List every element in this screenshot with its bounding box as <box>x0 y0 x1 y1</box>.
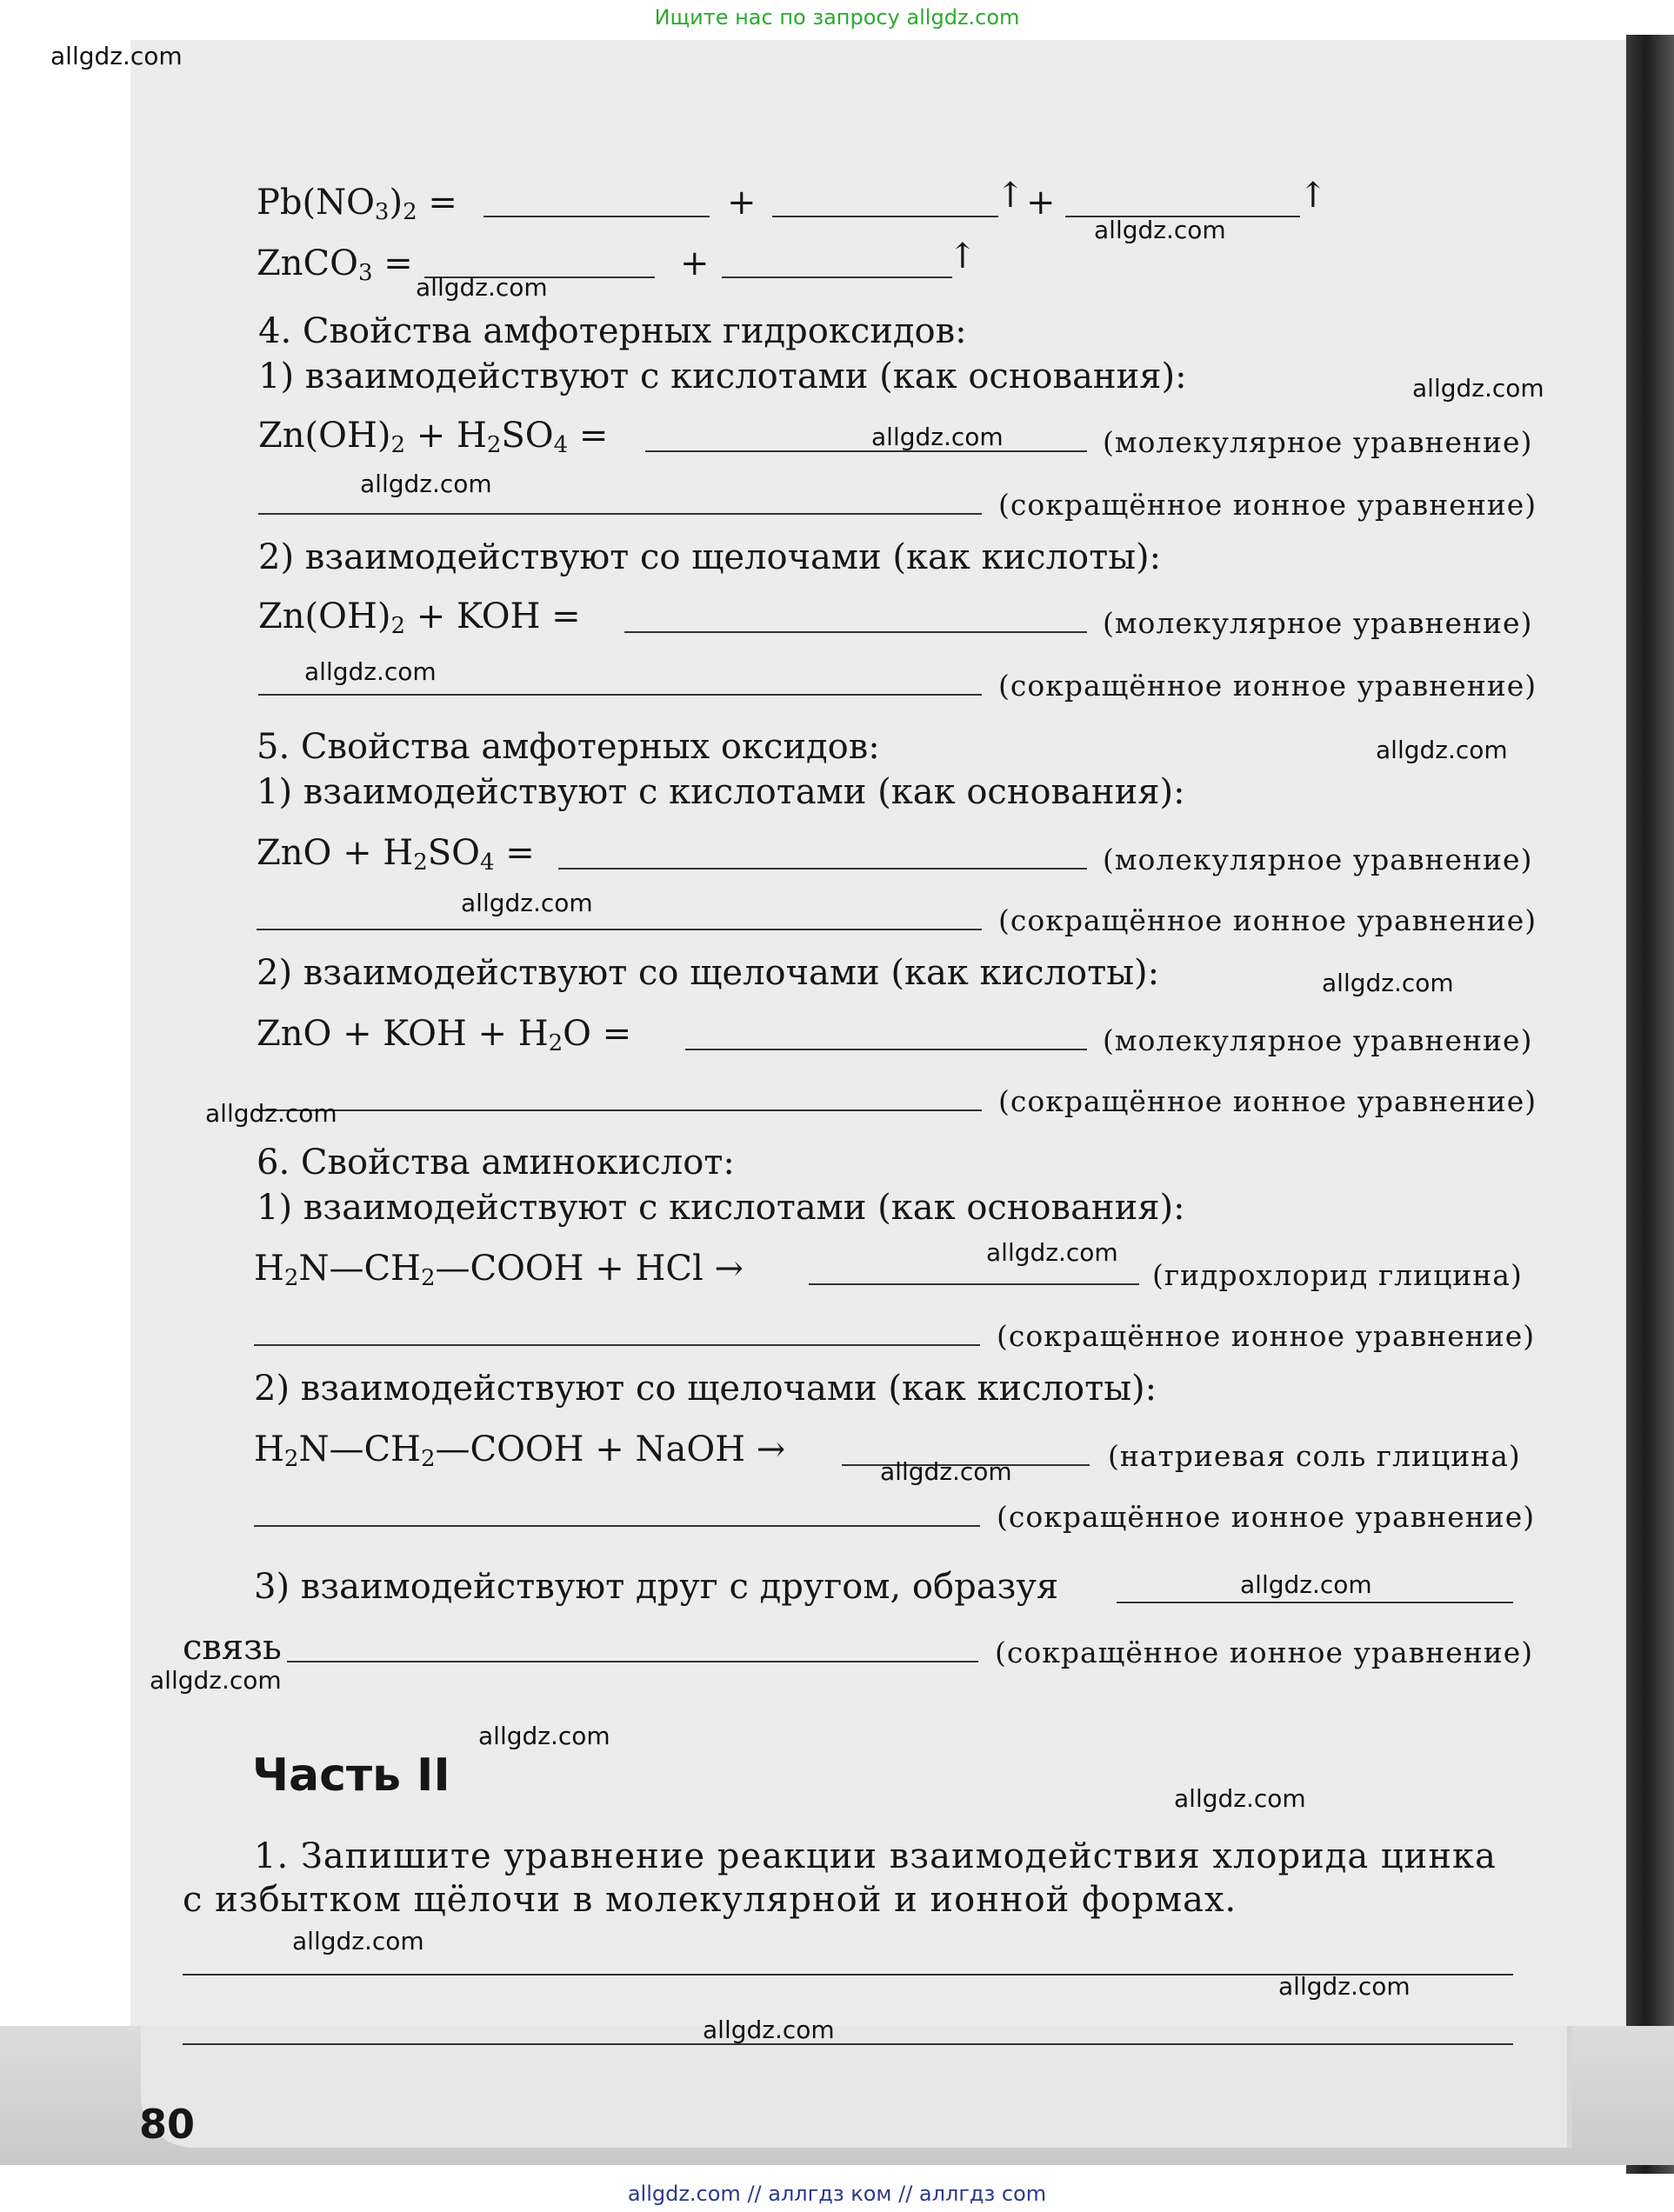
watermark: allgdz.com <box>416 273 548 302</box>
answer-blank[interactable] <box>257 1109 982 1111</box>
page-number: 80 <box>139 2101 196 2148</box>
sec5-point2: 2) взаимодействуют со щелочами (как кислоты): <box>257 953 1160 993</box>
answer-blank[interactable] <box>558 868 1087 869</box>
answer-blank[interactable] <box>1117 1602 1513 1603</box>
plus-sign: + <box>1026 183 1056 223</box>
answer-blank[interactable] <box>484 216 710 217</box>
sec4-point2-equation: $Zn(OH)_2$ + KOH = <box>258 596 581 639</box>
watermark: allgdz.com <box>360 470 492 498</box>
gas-arrow: ↑ <box>1298 176 1328 216</box>
watermark: allgdz.com <box>205 1099 337 1128</box>
sec5-point1: 1) взаимодействуют с кислотами (как основания): <box>257 772 1185 812</box>
note-glycine-hcl: (гидрохлорид глицина) <box>1152 1258 1523 1292</box>
section-5-title: 5. Свойства амфотерных оксидов: <box>257 727 880 767</box>
bottom-banner[interactable]: allgdz.com // аллгдз ком // аллгдз com <box>0 2176 1674 2211</box>
note-ionic: (сокращённое ионное уравнение) <box>998 669 1537 703</box>
equation-pbno3: $Pb(NO_3)_2$ = <box>257 183 457 225</box>
answer-blank[interactable] <box>809 1283 1139 1285</box>
note-ionic: (сокращённое ионное уравнение) <box>998 1084 1537 1118</box>
watermark: allgdz.com <box>1278 1972 1411 2001</box>
sec4-point1-equation: $Zn(OH)_2 + H_2SO_4$ = <box>258 416 609 458</box>
watermark: allgdz.com <box>150 1666 282 1695</box>
answer-blank[interactable] <box>287 1661 978 1662</box>
section-6-title: 6. Свойства аминокислот: <box>257 1143 735 1183</box>
answer-blank[interactable] <box>645 450 1087 452</box>
plus-sign: + <box>680 243 710 283</box>
watermark: allgdz.com <box>986 1238 1118 1267</box>
note-ionic: (сокращённое ионное уравнение) <box>998 488 1537 522</box>
watermark: allgdz.com <box>871 423 1004 451</box>
top-banner[interactable]: Ищите нас по запросу allgdz.com <box>654 5 1020 30</box>
note-ionic: (сокращённое ионное уравнение) <box>995 1636 1534 1669</box>
answer-blank[interactable] <box>183 2043 1513 2045</box>
part-2-heading: Часть II <box>252 1749 450 1802</box>
watermark: allgdz.com <box>292 1927 424 1955</box>
note-ionic: (сокращённое ионное уравнение) <box>997 1319 1536 1353</box>
part-2-task-line2: с избытком щёлочи в молекулярной и ионной формах. <box>183 1880 1237 1920</box>
note-molecular: (молекулярное уравнение) <box>1103 425 1533 459</box>
note-ionic: (сокращённое ионное уравнение) <box>997 1500 1536 1534</box>
plus-sign: + <box>727 183 757 223</box>
equation-znco3: ZnCO$_3$ = <box>257 243 413 286</box>
section-4-title: 4. Свойства амфотерных гидроксидов: <box>258 311 967 351</box>
watermark: allgdz.com <box>1322 969 1454 997</box>
note-molecular: (молекулярное уравнение) <box>1103 1023 1533 1057</box>
sec4-point2: 2) взаимодействуют со щелочами (как кислоты): <box>258 537 1162 577</box>
watermark: allgdz.com <box>1412 374 1544 403</box>
part-2-task-line1: 1. Запишите уравнение реакции взаимодействия хлорида цинка <box>254 1836 1497 1876</box>
answer-blank[interactable] <box>257 929 982 930</box>
note-glycine-na: (натриевая соль глицина) <box>1108 1439 1521 1473</box>
watermark: allgdz.com <box>880 1457 1012 1486</box>
sec6-point3: 3) взаимодействуют друг с другом, образуя <box>254 1567 1059 1607</box>
sec6-point1: 1) взаимодействуют с кислотами (как основания): <box>257 1188 1185 1228</box>
gas-arrow: ↑ <box>996 176 1025 216</box>
watermark: allgdz.com <box>478 1722 610 1750</box>
sec6-point3-word: связь <box>183 1628 282 1668</box>
book-spine <box>1626 35 1674 2174</box>
note-molecular: (молекулярное уравнение) <box>1103 606 1533 640</box>
watermark: allgdz.com <box>1174 1784 1306 1813</box>
answer-blank[interactable] <box>772 216 998 217</box>
answer-blank[interactable] <box>254 1344 980 1346</box>
answer-blank[interactable] <box>258 694 982 696</box>
answer-blank[interactable] <box>624 631 1087 633</box>
answer-blank[interactable] <box>258 513 982 515</box>
sec6-point2-equation: $H_2N—CH_2—COOH$ + NaOH → <box>254 1429 786 1472</box>
sec4-point1: 1) взаимодействуют с кислотами (как основания): <box>258 356 1187 396</box>
watermark: allgdz.com <box>304 657 437 686</box>
watermark: allgdz.com <box>50 42 183 70</box>
answer-blank[interactable] <box>254 1525 980 1527</box>
watermark: allgdz.com <box>1094 216 1226 244</box>
answer-blank[interactable] <box>722 276 952 278</box>
note-ionic: (сокращённое ионное уравнение) <box>998 903 1537 937</box>
watermark: allgdz.com <box>461 889 593 917</box>
sec6-point1-equation: $H_2N—CH_2—COOH$ + HCl → <box>254 1249 744 1291</box>
watermark: allgdz.com <box>1240 1570 1372 1599</box>
sec5-point1-equation: ZnO + $H_2SO_4$ = <box>257 833 535 876</box>
watermark: allgdz.com <box>703 2015 835 2044</box>
sec5-point2-equation: ZnO + KOH + $H_2O$ = <box>257 1014 632 1056</box>
answer-blank[interactable] <box>685 1049 1087 1050</box>
watermark: allgdz.com <box>1376 736 1508 764</box>
sec6-point2: 2) взаимодействуют со щелочами (как кислоты): <box>254 1369 1157 1409</box>
note-molecular: (молекулярное уравнение) <box>1103 843 1533 876</box>
gas-arrow: ↑ <box>948 237 977 276</box>
